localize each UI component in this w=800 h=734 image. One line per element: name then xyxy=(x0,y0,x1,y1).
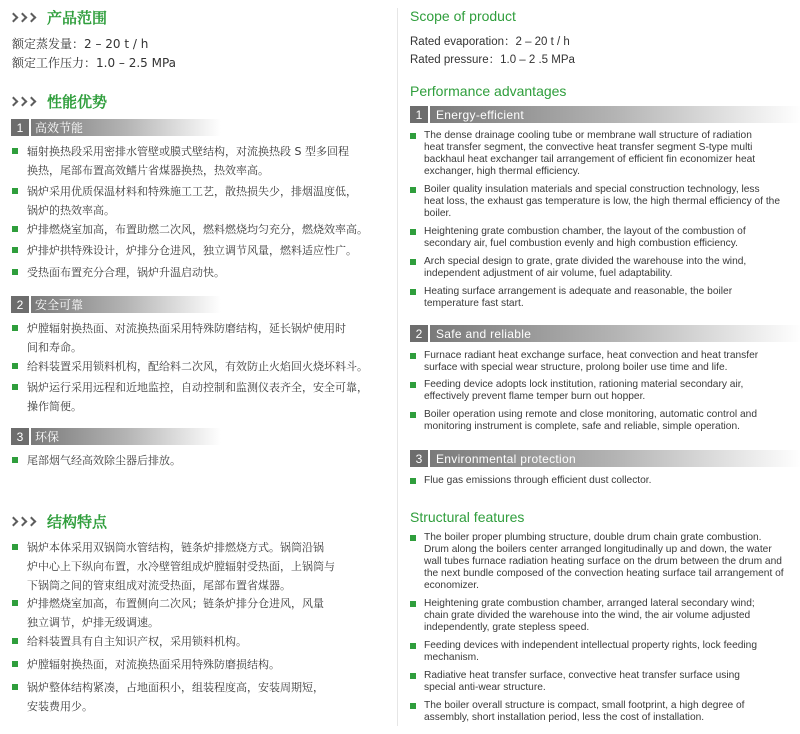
list-item: The boiler overall structure is compact, small footprint, a high degree of assembly, short installation period, less the cost of installation. xyxy=(410,700,792,724)
en-section-bar-safety xyxy=(410,325,800,342)
cn-scope-heading: 产品范围 xyxy=(10,7,107,27)
en-rated-evaporation: Rated evaporation：2 – 20 t / h xyxy=(410,36,570,48)
list-item: Boiler quality insulation materials and special construction technology, less heat loss, the exhaust gas temperature is low, the high thermal efficiency of the boiler. xyxy=(410,184,792,220)
square-bullet-icon xyxy=(410,601,416,607)
list-item: Furnace radiant heat exchange surface, heat convection and heat transfer surface with special wear structure, prolong boiler use time and life. xyxy=(410,350,792,374)
square-bullet-icon xyxy=(12,544,18,550)
list-item: 炉排燃烧室加高，布置助燃二次风，燃料燃烧均匀充分，燃烧效率高。 xyxy=(12,220,387,239)
square-bullet-icon xyxy=(12,269,18,275)
list-item: 锅炉本体采用双锅筒水管结构，链条炉排燃烧方式。锅筒沿锅 炉中心上下纵向布置，水冷壁管组成炉膛辐射受热面，上锅筒与 下锅筒之间的管束组成对流受热面，尾部布置省煤器。 xyxy=(12,538,387,595)
square-bullet-icon xyxy=(12,363,18,369)
list-item: 辐射换热段采用密排水管壁或膜式壁结构，对流换热段 S 型多回程 换热，尾部布置高效鳍片省煤器换热，热效率高。 xyxy=(12,142,387,180)
cn-section-bar-environment xyxy=(11,428,221,445)
cn-rated-pressure: 额定工作压力：1.0 – 2.5 MPa xyxy=(12,56,177,70)
square-bullet-icon xyxy=(12,188,18,194)
list-item: 炉膛辐射换热面，对流换热面采用特殊防磨损结构。 xyxy=(12,655,387,674)
list-item: 锅炉运行采用远程和近地监控，自动控制和监测仪表齐全，安全可靠， 操作简便。 xyxy=(12,378,387,416)
list-item: 炉排燃烧室加高，布置侧向二次风；链条炉排分仓进风，风量 独立调节，炉排无级调速。 xyxy=(12,594,387,632)
square-bullet-icon xyxy=(410,535,416,541)
square-bullet-icon xyxy=(12,226,18,232)
section-label: 安全可靠 xyxy=(31,296,221,313)
list-item: 炉排炉拱特殊设计，炉排分仓进风，独立调节风量，燃料适应性广。 xyxy=(12,241,387,260)
square-bullet-icon xyxy=(410,643,416,649)
chevron-right-icon xyxy=(10,14,37,21)
list-item: Flue gas emissions through efficient dust collector. xyxy=(410,475,792,487)
list-item: The boiler proper plumbing structure, double drum chain grate combustion. Drum along the boilers center arranged longitudinally up and down, the water wall tubes furnace radiation heating surface on the drum between the drum and the next bundle composed of the convection heating surface tail arrangement of economizer. xyxy=(410,532,792,592)
section-label: Safe and reliable xyxy=(430,325,800,342)
square-bullet-icon xyxy=(12,247,18,253)
list-item: 受热面布置充分合理，锅炉升温启动快。 xyxy=(12,263,387,282)
list-item: Boiler operation using remote and close monitoring, automatic control and monitoring instrument is complete, safe and reliable, simple operation. xyxy=(410,409,792,433)
square-bullet-icon xyxy=(410,673,416,679)
square-bullet-icon xyxy=(12,638,18,644)
section-number: 3 xyxy=(11,428,29,445)
chevron-right-icon xyxy=(10,518,37,525)
square-bullet-icon xyxy=(12,684,18,690)
list-item: Arch special design to grate, grate divided the warehouse into the wind, independent adjustment of air volume, fuel adaptability. xyxy=(410,256,792,280)
square-bullet-icon xyxy=(410,703,416,709)
square-bullet-icon xyxy=(12,661,18,667)
section-label: Environmental protection xyxy=(430,450,800,467)
list-item: Radiative heat transfer surface, convective heat transfer surface using special anti-wear structure. xyxy=(410,670,792,694)
section-number: 2 xyxy=(410,325,428,342)
en-structure-heading: Structural features xyxy=(410,509,525,525)
cn-section-bar-efficiency xyxy=(11,119,221,136)
column-divider xyxy=(397,8,398,726)
section-label: Energy-efficient xyxy=(430,106,800,123)
list-item: Heightening grate combustion chamber, arranged lateral secondary wind; chain grate divided the warehouse into the wind, the air volume adjusted independently, grate stepless speed. xyxy=(410,598,792,634)
square-bullet-icon xyxy=(410,187,416,193)
list-item: 给料装置具有自主知识产权，采用锁料机构。 xyxy=(12,632,387,651)
square-bullet-icon xyxy=(12,325,18,331)
en-section-bar-environment xyxy=(410,450,800,467)
square-bullet-icon xyxy=(12,148,18,154)
cn-rated-evaporation: 额定蒸发量：2 – 20 t / h xyxy=(12,37,149,51)
list-item: 锅炉采用优质保温材料和特殊施工工艺，散热损失少，排烟温度低， 锅炉的热效率高。 xyxy=(12,182,387,220)
list-item: 给料装置采用锁料机构，配给料二次风，有效防止火焰回火烧坏料斗。 xyxy=(12,357,387,376)
square-bullet-icon xyxy=(410,353,416,359)
section-number: 1 xyxy=(410,106,428,123)
square-bullet-icon xyxy=(410,382,416,388)
cn-section-bar-safety xyxy=(11,296,221,313)
en-performance-heading: Performance advantages xyxy=(410,83,567,99)
list-item: Heightening grate combustion chamber, the layout of the combustion of secondary air, fuel combustion evenly and high combustion efficiency. xyxy=(410,226,792,250)
chinese-column xyxy=(0,0,392,734)
square-bullet-icon xyxy=(410,412,416,418)
square-bullet-icon xyxy=(12,457,18,463)
square-bullet-icon xyxy=(410,229,416,235)
section-number: 1 xyxy=(11,119,29,136)
chevron-right-icon xyxy=(10,98,37,105)
en-section-bar-efficiency xyxy=(410,106,800,123)
square-bullet-icon xyxy=(410,133,416,139)
square-bullet-icon xyxy=(12,600,18,606)
list-item: 炉膛辐射换热面、对流换热面采用特殊防磨结构，延长锅炉使用时 间和寿命。 xyxy=(12,319,387,357)
section-label: 高效节能 xyxy=(31,119,221,136)
list-item: Feeding devices with independent intellectual property rights, lock feeding mechanism. xyxy=(410,640,792,664)
list-item: Feeding device adopts lock institution, rationing material secondary air, effectively prevent flame temper burn out hopper. xyxy=(410,379,792,403)
cn-structure-heading: 结构特点 xyxy=(10,511,107,531)
list-item: 尾部烟气经高效除尘器后排放。 xyxy=(12,451,387,470)
square-bullet-icon xyxy=(410,289,416,295)
section-number: 2 xyxy=(11,296,29,313)
square-bullet-icon xyxy=(410,259,416,265)
section-label: 环保 xyxy=(31,428,221,445)
list-item: The dense drainage cooling tube or membrane wall structure of radiation heat transfer segment, the convective heat transfer segment S-type multi backhaul heat exchanger tail arrangement of efficient fin economizer heat exchanger, high thermal efficiency. xyxy=(410,130,792,178)
square-bullet-icon xyxy=(12,384,18,390)
list-item: Heating surface arrangement is adequate and reasonable, the boiler temperature fast start. xyxy=(410,286,792,310)
cn-performance-heading: 性能优势 xyxy=(10,91,107,111)
section-number: 3 xyxy=(410,450,428,467)
list-item: 锅炉整体结构紧凑，占地面积小，组装程度高，安装周期短， 安装费用少。 xyxy=(12,678,387,716)
en-scope-heading: Scope of product xyxy=(410,8,516,24)
en-rated-pressure: Rated pressure：1.0 – 2 .5 MPa xyxy=(410,54,575,66)
square-bullet-icon xyxy=(410,478,416,484)
english-column xyxy=(402,0,798,734)
